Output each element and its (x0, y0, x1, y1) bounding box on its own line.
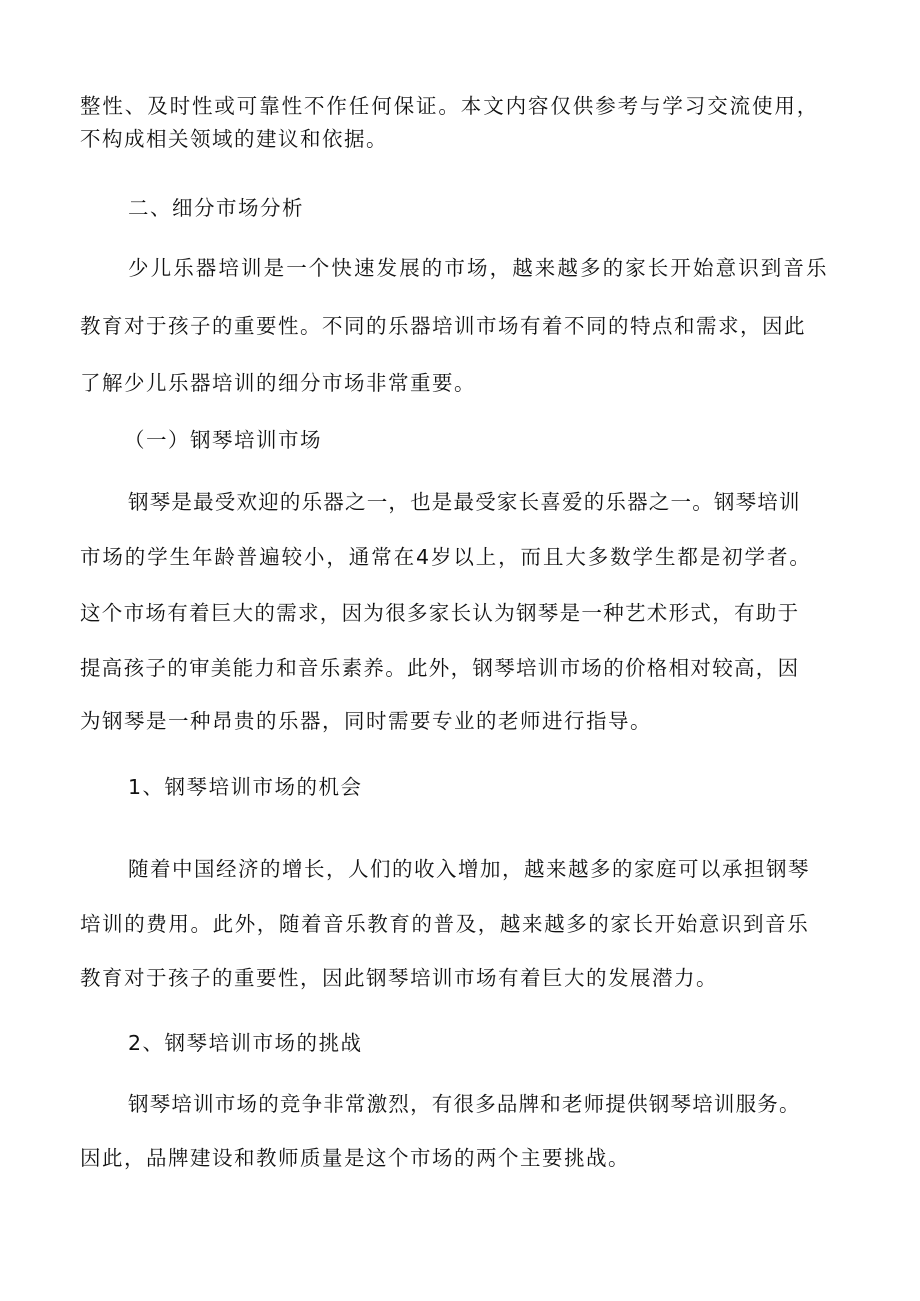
para4-line-2: 因此，品牌建设和教师质量是这个市场的两个主要挑战。 (80, 1146, 630, 1170)
para4-line-1: 钢琴培训市场的竞争非常激烈，有很多品牌和老师提供钢琴培训服务。 (128, 1092, 801, 1116)
para2-line-1: 钢琴是最受欢迎的乐器之一，也是最受家长喜爱的乐器之一。钢琴培训 (128, 490, 801, 514)
section-heading: 二、细分市场分析 (128, 196, 304, 220)
para3-line-2: 培训的费用。此外，随着音乐教育的普及，越来越多的家长开始意识到音乐 (80, 912, 810, 936)
item1-heading: 1、钢琴培训市场的机会 (128, 775, 363, 799)
para1-line-2: 教育对于孩子的重要性。不同的乐器培训市场有着不同的特点和需求，因此 (80, 314, 806, 338)
para1-line-3: 了解少儿乐器培训的细分市场非常重要。 (80, 371, 476, 395)
intro-line-2: 不构成相关领域的建议和依据。 (80, 127, 388, 151)
subheading-piano-market: （一）钢琴培训市场 (124, 428, 322, 452)
intro-line-1: 整性、及时性或可靠性不作任何保证。本文内容仅供参考与学习交流使用， (80, 94, 820, 118)
para3-line-3: 教育对于孩子的重要性，因此钢琴培训市场有着巨大的发展潜力。 (80, 966, 718, 990)
item2-heading: 2、钢琴培训市场的挑战 (128, 1031, 363, 1055)
para2-line-3: 这个市场有着巨大的需求，因为很多家长认为钢琴是一种艺术形式，有助于 (80, 601, 800, 625)
para2-line-5: 为钢琴是一种昂贵的乐器，同时需要专业的老师进行指导。 (80, 709, 652, 733)
para2-line-2: 市场的学生年龄普遍较小，通常在4岁以上，而且大多数学生都是初学者。 (80, 545, 812, 569)
para1-line-1: 少儿乐器培训是一个快速发展的市场，越来越多的家长开始意识到音乐 (128, 256, 829, 280)
para3-line-1: 随着中国经济的增长，人们的收入增加，越来越多的家庭可以承担钢琴 (128, 857, 810, 881)
para2-line-4: 提高孩子的审美能力和音乐素养。此外，钢琴培训市场的价格相对较高，因 (80, 656, 800, 680)
